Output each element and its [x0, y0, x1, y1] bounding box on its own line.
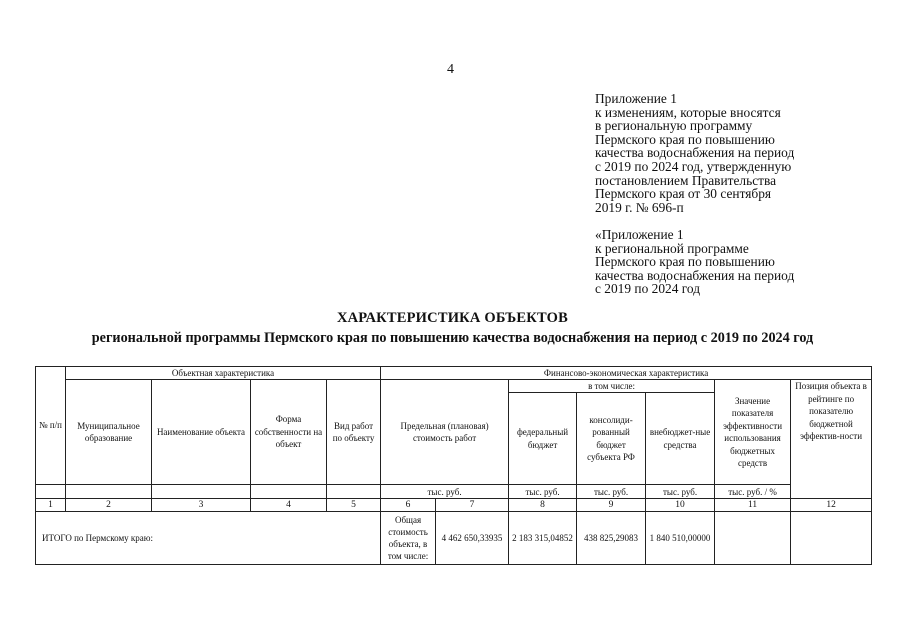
table-column-numbers-row	[36, 499, 872, 512]
column-number: 12	[791, 499, 872, 512]
unit-efficiency: тыс. руб. / %	[715, 485, 791, 499]
table-units-row	[36, 485, 872, 499]
column-number: 5	[327, 499, 381, 512]
appendix-line: в региональную программу	[595, 118, 753, 134]
unit-max-cost: тыс. руб.	[381, 485, 509, 499]
col-header-federal: федеральный бюджет	[509, 393, 577, 485]
table-header-including-row	[36, 380, 872, 393]
appendix-line: Приложение 1	[595, 91, 677, 106]
appendix-line: к изменениям, которые вносятся	[595, 104, 781, 120]
total-max-cost: 4 462 650,33935	[436, 512, 509, 565]
total-extrabudget: 1 840 510,00000	[646, 512, 715, 565]
page-number: 4	[447, 62, 454, 77]
column-number: 3	[152, 499, 251, 512]
objects-table	[35, 366, 872, 565]
col-header-max-cost: Предельная (плановая) стоимость работ	[381, 380, 509, 485]
header-including: в том числе:	[509, 380, 715, 393]
column-number: 2	[66, 499, 152, 512]
group-header-object: Объектная характеристика	[66, 367, 381, 380]
unit-consolidated: тыс. руб.	[577, 485, 646, 499]
column-number: 4	[251, 499, 327, 512]
total-cost-label: Общая стоимость объекта, в том числе:	[381, 512, 436, 565]
total-rating	[791, 512, 872, 565]
appendix-line: с 2019 по 2024 год	[595, 281, 701, 297]
appendix-line: Пермского края по повышению	[595, 131, 775, 147]
col-header-extrabudget: внебюджет-ные средства	[646, 393, 715, 485]
appendix-1-header	[595, 92, 895, 214]
total-federal: 2 183 315,04852	[509, 512, 577, 565]
units-cell	[36, 485, 66, 499]
col-header-municipality: Муниципальное образование	[66, 380, 152, 485]
appendix-line: качества водоснабжения на период	[595, 267, 795, 283]
col-header-rating: Позиция объекта в рейтинге по показателю бюджетной эффектив-ности	[791, 380, 872, 499]
col-header-work-type: Вид работ по объекту	[327, 380, 381, 485]
group-header-finance: Финансово-экономическая характеристика	[381, 367, 872, 380]
column-number: 8	[509, 499, 577, 512]
total-efficiency	[715, 512, 791, 565]
appendix-line: с 2019 по 2024 год, утвержденную	[595, 158, 792, 174]
total-label: ИТОГО по Пермскому краю:	[36, 512, 381, 565]
appendix-line: постановлением Правительства	[595, 172, 777, 188]
table-total-row	[36, 512, 872, 565]
units-cell	[327, 485, 381, 499]
column-number: 11	[715, 499, 791, 512]
appendix-line: качества водоснабжения на период	[595, 145, 795, 161]
appendix-2-header	[595, 228, 895, 296]
document-subtitle: региональной программы Пермского края по повышению качества водоснабжения на период с 2019 по 2024 год	[91, 330, 814, 346]
document-title: ХАРАКТЕРИСТИКА ОБЪЕКТОВ	[336, 310, 569, 326]
units-cell	[251, 485, 327, 499]
column-number: 9	[577, 499, 646, 512]
units-cell	[66, 485, 152, 499]
appendix-line: 2019 г. № 696-п	[595, 199, 684, 215]
col-header-consolidated: консолиди-рованный бюджет субъекта РФ	[577, 393, 646, 485]
appendix-line: «Приложение 1	[595, 227, 684, 242]
column-number: 6	[381, 499, 436, 512]
appendix-line: к региональной программе	[595, 240, 749, 256]
unit-federal: тыс. руб.	[509, 485, 577, 499]
column-number: 1	[36, 499, 66, 512]
col-header-num: № п/п	[36, 367, 66, 485]
units-cell	[152, 485, 251, 499]
column-number: 7	[436, 499, 509, 512]
table-header-group-row	[36, 367, 872, 380]
appendix-line: Пермского края от 30 сентября	[595, 186, 772, 202]
column-number: 10	[646, 499, 715, 512]
col-header-object-name: Наименование объекта	[152, 380, 251, 485]
col-header-ownership: Форма собственности на объект	[251, 380, 327, 485]
col-header-efficiency: Значение показателя эффективности использования бюджетных средств	[715, 380, 791, 485]
unit-extrabudget: тыс. руб.	[646, 485, 715, 499]
appendix-line: Пермского края по повышению	[595, 254, 775, 270]
total-consolidated: 438 825,29083	[577, 512, 646, 565]
